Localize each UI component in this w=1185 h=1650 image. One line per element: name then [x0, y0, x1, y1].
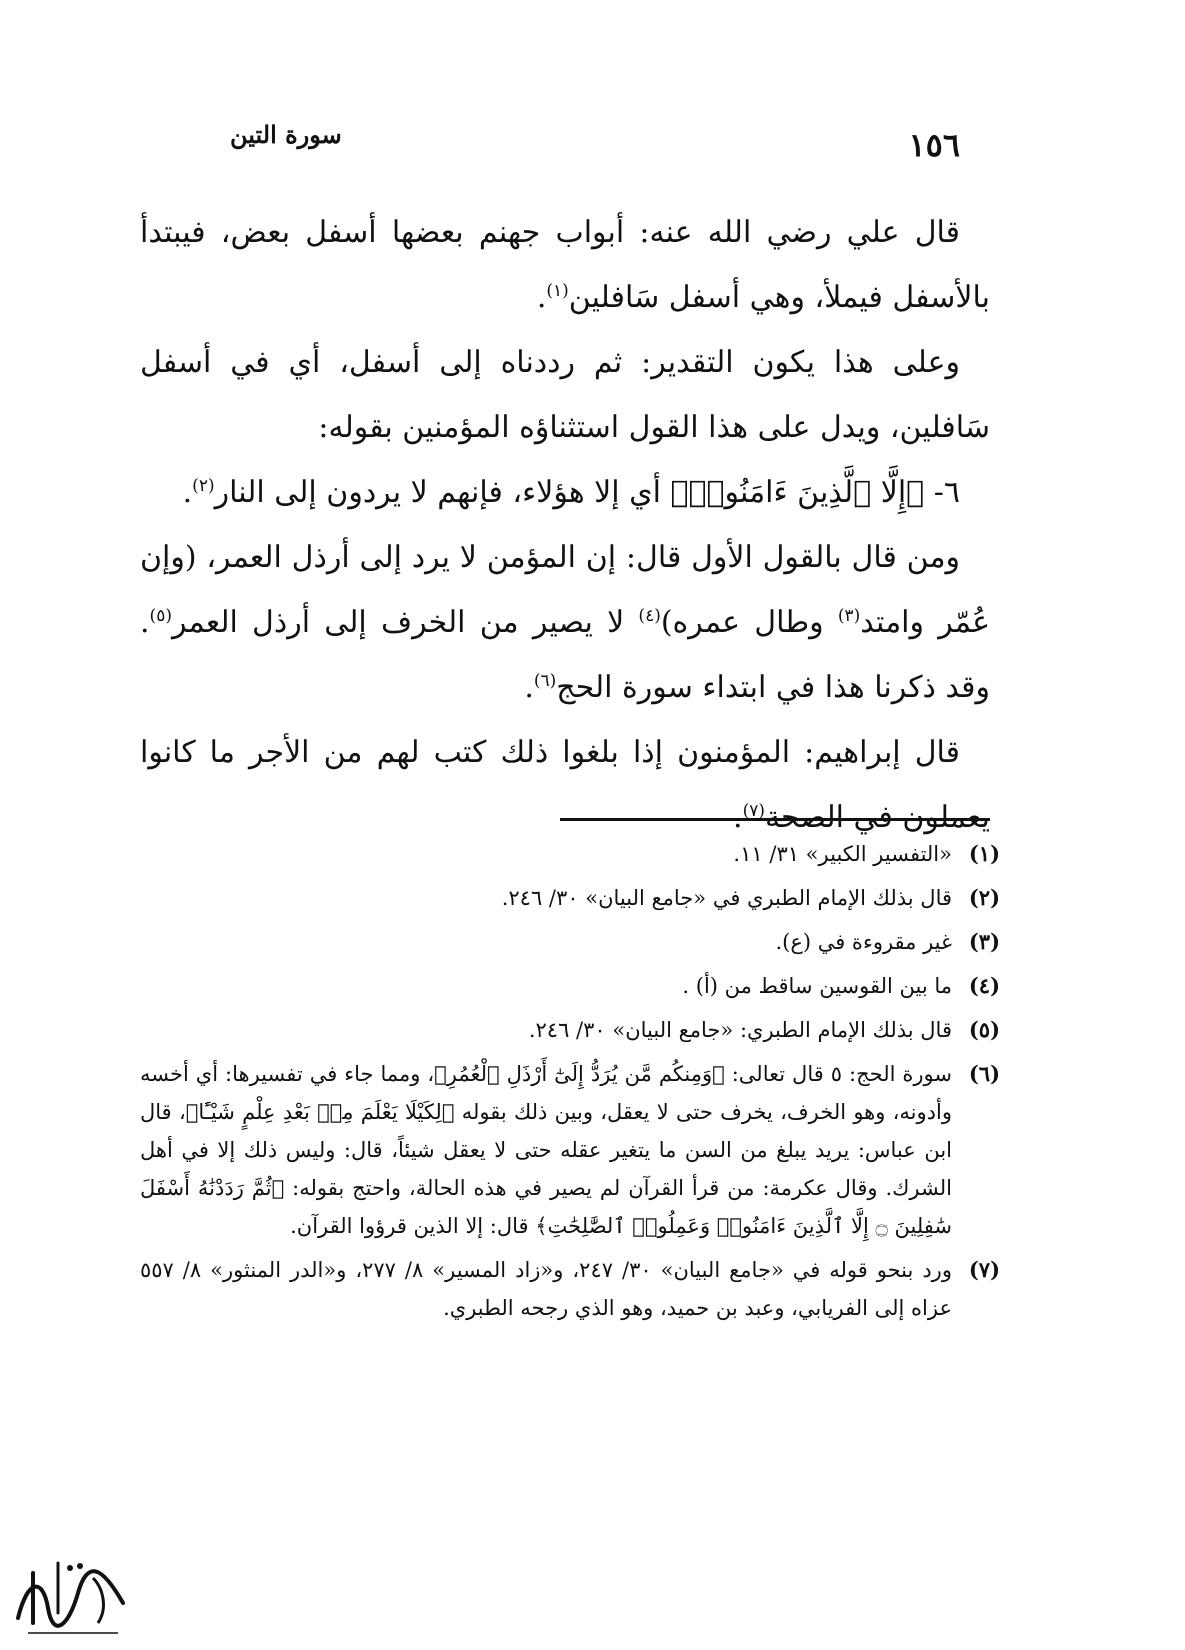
footnotes — [140, 835, 1000, 1333]
paragraph-4 — [140, 525, 990, 720]
footnote-text: «التفسير الكبير» ٣١/ ١١. — [733, 842, 952, 866]
footnote-number: (١) — [968, 841, 1000, 866]
paragraph-text: . وقد ذكرنا هذا في ابتداء سورة الحج — [140, 605, 990, 705]
footnote-text: قال بذلك الإمام الطبري: «جامع البيان» ٣٠/ ٢٤٦. — [528, 1018, 952, 1042]
paragraph-text: لا يصير من الخرف إلى أرذل العمر — [171, 605, 639, 640]
paragraph-text: قال إبراهيم: المؤمنون إذا بلغوا ذلك كتب لهم من الأجر ما كانوا يعملون في الصحة — [140, 735, 990, 835]
footnote-ref: (٣) — [837, 606, 861, 626]
verse-number: ٦- — [924, 475, 960, 510]
paragraph-text: . — [536, 280, 547, 315]
running-title: سورة التين — [230, 120, 342, 149]
main-text — [140, 200, 990, 850]
footnote-ref: (٤) — [638, 606, 661, 626]
page-header — [225, 120, 960, 170]
footnote-number: (٤) — [968, 973, 1000, 998]
paragraph-text: وعلى هذا يكون التقدير: ثم رددناه إلى أسفل، أي في أسفل سَافلين، ويدل على هذا القول استثناؤه المؤمنين بقوله: — [140, 345, 990, 445]
footnote-item — [140, 967, 1000, 1005]
paragraph-text: وطال عمره) — [660, 605, 838, 640]
paragraph-5 — [140, 720, 990, 850]
paragraph-text: أي إلا هؤلاء، فإنهم لا يردون إلى النار — [214, 475, 671, 510]
footnote-item — [140, 1251, 1000, 1327]
footnote-ref: (٥) — [149, 606, 172, 626]
paragraph-text: قال علي رضي الله عنه: أبواب جهنم بعضها أسفل بعض، فيبتدأ بالأسفل فيملأ، وهي أسفل سَافلين — [140, 215, 990, 315]
footnote-item — [140, 879, 1000, 917]
footnote-item — [140, 835, 1000, 873]
footnote-number: (٢) — [968, 885, 1000, 910]
paragraph-1 — [140, 200, 990, 330]
paragraph-2 — [140, 330, 990, 460]
footnote-text: سورة الحج: ٥ قال تعالى: ﴿وَمِنكُم مَّن يُرَدُّ إِلَىٰٓ أَرْذَلِ ٱلْعُمُرِ﴾، ومما جاء في تفسيرها: أي أخسه وأدونه، وهو الخرف، يخرف حتى لا يعقل، وبين ذلك بقوله ﴿لِكَيْلَا يَعْلَمَ مِنۢ بَعْدِ عِلْمٍ شَيْـًٔا﴾، قال ابن عباس: يريد يبلغ من السن ما يتغير عقله حتى لا يعقل شيئاً، قال: وليس ذلك إلا في أهل الشرك. وقال عكرمة: من قرأ القرآن لم يصير في هذه الحالة، واحتج بقوله: ﴿ثُمَّ رَدَدْنَٰهُ أَسْفَلَ سَٰفِلِينَ ۝ إِلَّا ٱلَّذِينَ ءَامَنُوا۟ وَعَمِلُوا۟ ٱلصَّٰلِحَٰتِ﴾ قال: إلا الذين قرؤوا القرآن. — [140, 1062, 953, 1238]
page-number: ١٥٦ — [908, 126, 960, 164]
footnote-item — [140, 1055, 1000, 1245]
paragraph-text: . — [182, 475, 193, 510]
footnote-ref: (٢) — [192, 476, 215, 496]
quran-verse: ﴿إِلَّا ٱلَّذِينَ ءَامَنُوا۟﴾ — [670, 475, 925, 510]
footnote-ref: (١) — [546, 281, 569, 301]
footnote-ref: (٧) — [742, 801, 765, 821]
footnote-item — [140, 1011, 1000, 1049]
paragraph-text: . — [733, 800, 743, 835]
paragraph-text: ومن قال بالقول الأول قال: إن المؤمن لا يرد إلى أرذل العمر، (وإن عُمّر وامتد — [140, 540, 990, 640]
footnote-text: ورد بنحو قوله في «جامع البيان» ٣٠/ ٢٤٧، و«زاد المسير» ٨/ ٢٧٧، و«الدر المنثور» ٨/ ٥٥٧ عزاه إلى الفريابي، وعبد بن حميد، وهو الذي رجحه الطبري. — [140, 1258, 952, 1320]
footnote-text: ما بين القوسين ساقط من (أ) . — [682, 974, 952, 998]
calligraphy-logo-icon — [8, 1548, 133, 1643]
footnote-ref: (٦) — [533, 671, 557, 691]
paragraph-3 — [140, 460, 990, 525]
footnote-separator — [560, 818, 990, 821]
footnote-number: (٣) — [968, 929, 1000, 954]
paragraph-text: . — [524, 670, 534, 705]
footnote-text: قال بذلك الإمام الطبري في «جامع البيان» ٣٠/ ٢٤٦. — [501, 886, 952, 910]
publisher-logo — [8, 1548, 133, 1643]
footnote-number: (٧) — [968, 1257, 1000, 1282]
footnote-number: (٦) — [968, 1061, 1000, 1086]
footnote-number: (٥) — [968, 1017, 1000, 1042]
footnote-text: غير مقروءة في (ع). — [775, 930, 952, 954]
footnote-item — [140, 923, 1000, 961]
